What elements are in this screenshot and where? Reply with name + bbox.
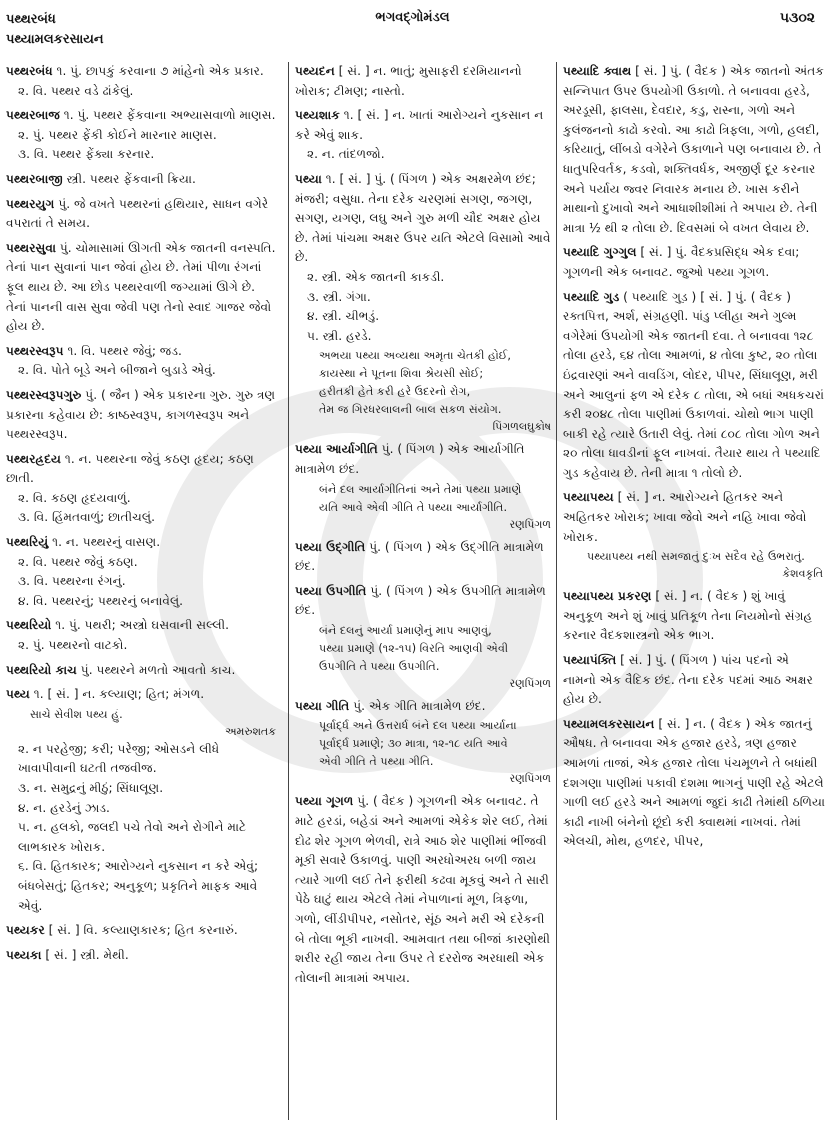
dictionary-entry — [295, 697, 553, 788]
entry-headword: પથ્યશાક — [295, 108, 340, 123]
entry-definition — [6, 450, 278, 489]
entry-text: પું. ( પિંગળ ) એક ઉપગીતિ માત્રામેળ છંદ. — [295, 583, 546, 618]
entry-headword: પથ્થરહ્રદય — [6, 451, 62, 466]
entry-headword: પથ્યા ઉદ્ગીતિ — [295, 539, 366, 554]
entry-sense: ૨. ન પરહેજી; કરી; પરેજી; ઓસડને લીધે ખાવાપીવાની ઘટતી તજવીજ. — [18, 741, 220, 776]
dictionary-entry — [6, 616, 278, 655]
quote-line: અભયા પથ્યા અવ્યથા અમૃતા ચેતકી હોઈ, — [319, 349, 511, 363]
entry-headword: પથ્યા ગૂગળ — [295, 794, 354, 809]
dictionary-entry — [295, 792, 553, 988]
entry-sense: ૨. ન. તાંદળજો. — [307, 147, 385, 162]
entry-definition — [295, 792, 553, 988]
dictionary-entry — [6, 946, 278, 966]
entry-headword: પથ્થરિયો કાચ — [6, 662, 77, 677]
entry-headword: પથ્થરબાજી — [6, 171, 63, 186]
quote-line: પૂર્વાર્દ્ધ અને ઉત્તરાર્ધ બંને દલ પથ્યા આર્યાના — [319, 719, 517, 733]
dictionary-entry — [6, 685, 278, 916]
entry-headword: પથ્થરસ્વરૂપગુરુ — [6, 387, 82, 402]
entry-headword: પથ્યાપંક્તિ — [563, 653, 617, 668]
book-title: ભગવદ્ગોમંડલ — [375, 10, 450, 25]
entry-text: ૧. [ સં. ] પું. ( પિંગળ ) એક અક્ષરમેળ છંદ; મંજરી; વસુધા. તેના દરેક ચરણમાં સગણ, જગણ, સગણ, યગણ, લઘુ અને ગુરુ મળી ચૌદ અક્ષર હોય છે. તેમાં પાંચમા અક્ષર ઉપર યતિ એટલે વિસામો આવે છે. — [295, 171, 551, 265]
entry-text: પું. ચોમાસામાં ઊગતી એક જાતની વનસ્પતિ. તેનાં પાન સુવાનાં પાન જેવાં હોય છે. તેમાં પીળા રંગનાં ફૂલ થાય છે. આ છોડ પથ્થરવાળી જગ્યામાં ઊગે છે. તેનાં પાનની વાસ સુવા જેવી પણ તેનો સ્વાદ ગાજર જેવો હોય છે. — [6, 240, 276, 334]
entry-text: ૧. પું. છાપકું કરવાના ૭ માંહેનો એક પ્રકાર. — [56, 64, 264, 78]
entry-headword: પથ્યકા — [6, 947, 42, 962]
entry-text: [ સં. ] ન. ભાતું; મુસાફરી દરમિયાનનો ખોરાક; ટીમણ; નાસ્તો. — [295, 64, 522, 98]
quote-line: હરીતકી હેતે કરી હરે ઉદરનો રોગ, — [319, 385, 471, 399]
entry-text: પું. ( પિંગળ ) એક ઉદ્ગીતિ માત્રામેળ છંદ. — [295, 539, 544, 574]
entry-definition — [6, 195, 278, 234]
quote-source: પિંગળલઘુકોષ — [492, 420, 551, 434]
dictionary-entry — [6, 106, 278, 165]
entry-headword: પથ્થરિયું — [6, 535, 49, 550]
entry-headword: પથ્થરયુગ — [6, 196, 55, 211]
entry-headword: પથ્યકર — [6, 923, 45, 938]
entry-headword: પથ્યા ગીતિ — [295, 698, 350, 713]
entry-definition — [6, 170, 278, 190]
dictionary-entry — [6, 342, 278, 381]
page-header — [0, 0, 825, 62]
quote-line: કાયસ્થા ને પૂતના શિવા શ્રેયસી સોઈ; — [319, 367, 484, 381]
entry-definition — [6, 946, 278, 966]
entry-headword: પથ્યાદિ ગુગ્ગુલ — [563, 245, 637, 260]
quote-line: સાચે સેવીશ પથ્ય હું. — [30, 707, 123, 721]
quote-line: બંને દલ આર્યાગીતિનાં અને તેમાં પથ્યા પ્રમાણે — [319, 482, 522, 496]
entry-sense: ૩. વિ. હિંમતવાળું; છાતીચલું. — [18, 510, 155, 525]
entry-definition — [563, 243, 825, 282]
entry-text: ( પથ્યાદિ ગુડ઼ ) [ સં. ] પું. ( વૈદક ) રક્તપિત્ત, અર્શ, સંગ્રહણી. પાંડુ પ્લીહા અને ગુલ્મ વગેરેમાં ઉપયોગી એક જાતની દવા. તે બનાવવા ૧૨૮ તોલા હરડે, ૬૪ તોલા આમળાં, ૪ તોલા કુષ્ટ, ૨૦ તોલા ઇંદ્રવારણાં અને વાવડિંગ, લોદર, પીપર, સિંધાલૂણ, મરી અને આલુનાં ફળ એ દરેક ૮ તોલા, એ બધાં અધકચરાં કરી ૨૦૪૮ તોલા પાણીમાં ઉકાળવાં. ચોથો ભાગ પાણી બાકી રહે ત્યારે ઉતારી લેવું. તેમાં ૮૦૮ તોલા ગોળ અને ૨૦ તોલા ધાવડીનાં ફૂલ નાખવાં. તૈયાર થાય તે પથ્યાદિ ગુડ કહેવાય છે. તેની માત્રા ૧ તોલો છે. — [563, 289, 825, 480]
entry-definition — [6, 661, 278, 681]
entry-headword: પથ્યા આર્યાગીતિ — [295, 442, 378, 457]
entry-text: પું. પથ્થરને મળતો આવતો કાચ. — [80, 662, 236, 677]
entry-sense: ૪. વિ. પથ્થરનું; પથ્થરનું બનાવેલું. — [18, 593, 184, 608]
entry-text: [ સં. ] ન. ( વૈદક ) એક જાતનું ઔષધ. તે બનાવવા એક હજાર હરડે, ત્રણ હજાર આમળાં તાજાં, એક હજાર તોલા પંચમૂળને તે બધાંથી દશગણા પાણીમાં પકાવી દશમા ભાગનું પાણી રહે એટલે ગાળી લઈ હરડે અને આમળાં જુદાં કાઢી તેમાંથી ઠળિયા કાઢી નાખી બંનેનો છૂંદો કરી ક્વાથમાં નાખવાં. તેમાં એલચી, મોથ, હળદર, પીપર, — [563, 716, 825, 849]
entry-headword: પથ્યાપથ્ય પ્રકરણ — [563, 589, 652, 604]
entry-text: પું. જે વખતે પથ્થરનાં હથિયાર, સાધન વગેરે વપરાતાં તે સમય. — [6, 196, 269, 231]
dictionary-entry — [563, 715, 825, 852]
entry-definition — [6, 685, 278, 705]
entry-definition — [6, 62, 278, 82]
entry-sense: ૩. ન. સમુદ્રનું મીઠું; સિંધાલૂણ. — [18, 781, 164, 795]
entry-headword: પથ્યાદિ ક્વાથ — [563, 64, 632, 78]
entry-headword: પથ્થરિયો — [6, 618, 52, 633]
entry-sense: ૪. સ્ત્રી. ચીભડું. — [307, 309, 380, 324]
entry-headword: પથ્થરસુવા — [6, 240, 57, 255]
entry-definition — [563, 715, 825, 852]
entry-headword: પથ્યાદિ ગુડ — [563, 289, 620, 304]
entry-sense: ૨. વિ. પથ્થર વડે ઢાંકેલું. — [18, 83, 134, 98]
entry-sense: ૨. વિ. કઠણ હૃદયવાળું. — [18, 490, 131, 505]
guide-word-last: પથ્યામલકરસાયન — [6, 32, 104, 47]
entry-text: પું. એક ગીતિ માત્રામેળ છંદ. — [353, 698, 486, 713]
entry-headword: પથ્ય — [6, 687, 30, 702]
entry-sense: ૩. સ્ત્રી. ગંગા. — [307, 289, 371, 304]
guide-word-first: પથ્થરબંધ — [6, 12, 56, 27]
dictionary-entry — [6, 921, 278, 941]
dictionary-entry — [6, 450, 278, 528]
quote-source: અમરુશતક — [225, 724, 276, 738]
entry-headword: પથ્યામલકરસાયન — [563, 716, 655, 731]
entry-definition — [295, 538, 553, 577]
quote-line: પથ્યા પ્રમાણે (૧૨-૧૫) વિરતિ આણવી એવી — [319, 641, 509, 655]
entry-definition — [295, 62, 553, 101]
quote-source: રણપિંગળ — [509, 676, 551, 690]
entry-text: [ સં. ] ન. ( વૈદક ) શું ખાવું અનુકૂળ અને શું ખાવું પ્રતિકૂળ તેના નિયમોનો સંગ્રહ કરનાર વૈદકશાસ્ત્રનો એક ભાગ. — [563, 589, 813, 643]
entry-sense: ૫. ન. હલકો, જલદી પચે તેવો અને રોગીને માટે લાભકારક ખોરાક. — [18, 820, 247, 854]
entry-sense: ૫. સ્ત્રી. હરડે. — [307, 328, 372, 343]
dictionary-entry — [563, 651, 825, 710]
entry-text: [ સં. ] વિ. કલ્યાણકારક; હિત કરનારું. — [48, 923, 238, 938]
dictionary-entry — [563, 62, 825, 238]
entry-definition — [563, 651, 825, 710]
dictionary-entry — [6, 661, 278, 681]
entry-text: [ સં. ] પું. ( વૈદક ) એક જાતનો અંતક સન્નિપાત ઉપર ઉપયોગી ઉકાળો. તે બનાવવા હરડે, અરડૂસી, ફાલસા, દેવદાર, કડુ, રાસ્ના, ગળો અને કુલંજનનો કાઢો કરવો. આ કાઢો ત્રિફલા, ગળો, હલદી, કરિયાતું, લીંબડો વગેરેને ઉકાળાને પણ બનાવાય છે. તે ધાતુપરિવર્તક, કડવો, શક્તિવર્ધક, અજીર્ણ દૂર કરનાર અને પર્યાય જ્વર નિવારક મનાય છે. ખાસ કરીને માથાનો દુખાવો અને આધાશીશીમાં તે અપાય છે. તેની માત્રા ½ થી ૨ તોલા છે. દિવસમાં બે વખત લેવાય છે. — [563, 64, 824, 235]
entry-definition — [6, 386, 278, 445]
dictionary-entry — [563, 488, 825, 582]
quote-source: કેશવકૃતિ — [782, 567, 823, 581]
dictionary-entry — [6, 239, 278, 337]
entry-headword: પથ્યદન — [295, 64, 335, 78]
quote-line: એવી ગીતિ તે પથ્યા ગીતિ. — [319, 755, 434, 769]
dictionary-entry — [6, 386, 278, 445]
entry-text: ૧. ન. પથ્થરના જેવું કઠણ હૃદય; કઠણ છાતી. — [6, 451, 254, 486]
dictionary-entry — [295, 440, 553, 532]
entry-sense: ૨. વિ. પથ્થર જેવું કઠણ. — [18, 554, 138, 569]
entry-sense: ૩. વિ. પથ્થર ફેંક્યા કરનાર. — [18, 147, 155, 162]
entry-definition — [6, 342, 278, 362]
dictionary-entry — [295, 582, 553, 692]
entry-text: પું. ( વૈદક ) ગૂગળની એક બનાવટ. તે માટે હરડાં, બહેડાં અને આમળાં એકેક શેર લઈ, તેમાં દોઢ શેર ગૂગળ ભેળવી, રાત્રે આઠ શેર પાણીમાં ભીંજવી મૂકી સવારે ઉકાળવું. પાણી અરધોઅરધ બળી જાય ત્યારે ગાળી લઈ તેને ફરીથી કઢવા મૂકવું અને તે સારી પેઠે ઘાટું થાય એટલે તેમાં નેપાળાનાં મૂળ, ત્રિફળા, ગળો, લીંડીપીપર, નસોતર, સૂંઠ અને મરી એ દરેકની બે તોલા ભૂકી નાખવી. આમવાત તથા બીજાં કારણોથી શરીર રહી જાય તેના ઉપર તે દરરોજ અરધાથી એક તોલાની માત્રામાં અપાય. — [295, 794, 551, 985]
entry-text: સ્ત્રી. પથ્થર ફેંકવાની ક્રિયા. — [66, 171, 196, 186]
quote-line: ઉપગીતિ તે પથ્યા ઉપગીતિ. — [319, 659, 440, 673]
entry-text: [ સં. ] પું. વૈદકપ્રસિદ્ધ એક દવા; ગૂગળની એક બનાવટ. જુઓ પથ્યા ગૂગળ. — [563, 245, 800, 279]
quote-line: પૂર્વાર્દ્ધ પ્રમાણે; ૩૦ માત્રા, ૧૨-૧૮ યતિ આવે — [319, 737, 508, 751]
entry-headword: પથ્થરબાજ — [6, 108, 60, 123]
entry-definition — [6, 239, 278, 337]
entry-definition — [295, 582, 553, 621]
entry-sense: ૨. સ્ત્રી. એક જાતની કાકડી. — [307, 269, 445, 284]
entry-sense: ૪. ન. હરડેનું ઝાડ. — [18, 800, 110, 815]
entry-text: ૧. પું. પથ્થર ફેંકવાના અભ્યાસવાળો માણસ. — [63, 108, 276, 123]
entry-text: [ સં. ] સ્ત્રી. મેથી. — [45, 947, 129, 962]
entry-definition — [6, 533, 278, 553]
dictionary-entry — [295, 62, 553, 101]
quote-line: બંને દલનું આર્યા પ્રમાણેનું માપ આણવું, — [319, 623, 492, 637]
quote-line: પથ્યાપથ્ય નથી સમજાતું દુઃખ સદૈવ રહે ઉભરાતું. — [587, 550, 805, 564]
entry-headword: પથ્થરસ્વરૂપ — [6, 343, 64, 358]
column-2 — [288, 62, 553, 1120]
dictionary-entry — [6, 62, 278, 101]
entry-text: પું. ( પિંગળ ) એક આર્યાગીતિ માત્રામેળ છંદ. — [295, 442, 525, 476]
entry-definition — [563, 288, 825, 484]
dictionary-columns — [0, 62, 825, 1122]
entry-definition — [295, 170, 553, 268]
entry-sense: ૨. વિ. પોતે બૂડે અને બીજાને બુડાડે એવું. — [18, 363, 216, 378]
entry-text: ૧. ન. પથ્થરનું વાસણ. — [52, 535, 161, 550]
quote-line: યતિ આવે એવી ગીતિ તે પથ્યા આર્યાગીતિ. — [319, 500, 508, 514]
dictionary-entry — [6, 195, 278, 234]
entry-definition — [563, 488, 825, 547]
entry-definition — [6, 921, 278, 941]
dictionary-entry — [295, 170, 553, 435]
quote-source: રણપિંગળ — [509, 517, 551, 531]
entry-headword: પથ્યા — [295, 171, 322, 186]
quote-source: રણપિંગળ — [509, 772, 551, 786]
entry-text: પું. ( જૈન ) એક પ્રકારના ગુરુ. ગુરુ ત્રણ પ્રકારના કહેવાય છે: કાષ્ઠસ્વરૂપ, કાગળસ્વરૂપ અને પથ્થરસ્વરૂપ. — [6, 387, 276, 442]
entry-text: ૧. વિ. પથ્થર જેવું; જડ. — [67, 343, 182, 358]
entry-headword: પથ્થરબંધ — [6, 64, 53, 78]
entry-definition — [295, 697, 553, 717]
entry-text: [ સં. ] ન. આરોગ્યને હિતકર અને અહિતકર ખોરાક; ખાવા જેવો અને નહિ ખાવા જેવો ખોરાક. — [563, 490, 807, 544]
entry-definition — [6, 616, 278, 636]
dictionary-entry — [295, 538, 553, 577]
entry-definition — [295, 106, 553, 145]
entry-text: ૧. પું. પથરી; અસ્ત્રો ઘસવાની સલ્લી. — [55, 618, 230, 633]
entry-sense: ૨. પું. પથ્થરનો વાટકો. — [18, 638, 128, 653]
column-1 — [6, 62, 278, 1120]
entry-text: ૧. [ સં. ] ન. ખાતાં આરોગ્યને નુકસાન ન કરે એવું શાક. — [295, 108, 544, 142]
entry-headword: પથ્યાપથ્ય — [563, 490, 614, 505]
entry-sense: ૬. વિ. હિતકારક; આરોગ્યને નુકસાન ન કરે એવું; બંધબેસતું; હિતકર; અનુકૂળ; પ્રકૃતિને માફક આવે એવું. — [18, 859, 259, 913]
quote-line: તેમ જ ગિરધરલાલની બાલ સકળ સંયોગ. — [319, 403, 502, 417]
dictionary-entry — [563, 243, 825, 282]
dictionary-entry — [563, 288, 825, 484]
entry-sense: ૨. પું. પથ્થર ફેંકી કોઈને મારનાર માણસ. — [18, 127, 217, 142]
entry-definition — [295, 440, 553, 479]
column-3 — [556, 62, 825, 1120]
entry-sense: ૩. વિ. પથ્થરના રંગનું. — [18, 574, 126, 589]
dictionary-entry — [295, 106, 553, 165]
entry-definition — [6, 106, 278, 126]
entry-headword: પથ્યા ઉપગીતિ — [295, 583, 367, 598]
dictionary-entry — [6, 170, 278, 190]
page-number: ૫૩૦૨ — [779, 10, 815, 26]
entry-text: ૧. [ સં. ] ન. કલ્યાણ; હિત; મંગળ. — [33, 687, 205, 702]
entry-text: [ સં. ] પું. ( પિંગળ ) પાંચ પદનો એ નામનો એક વૈદિક છંદ. તેના દરેક પદમાં આઠ અક્ષર હોય છે. — [563, 653, 813, 707]
dictionary-entry — [6, 533, 278, 611]
entry-definition — [563, 62, 825, 238]
entry-definition — [563, 587, 825, 646]
dictionary-entry — [563, 587, 825, 646]
